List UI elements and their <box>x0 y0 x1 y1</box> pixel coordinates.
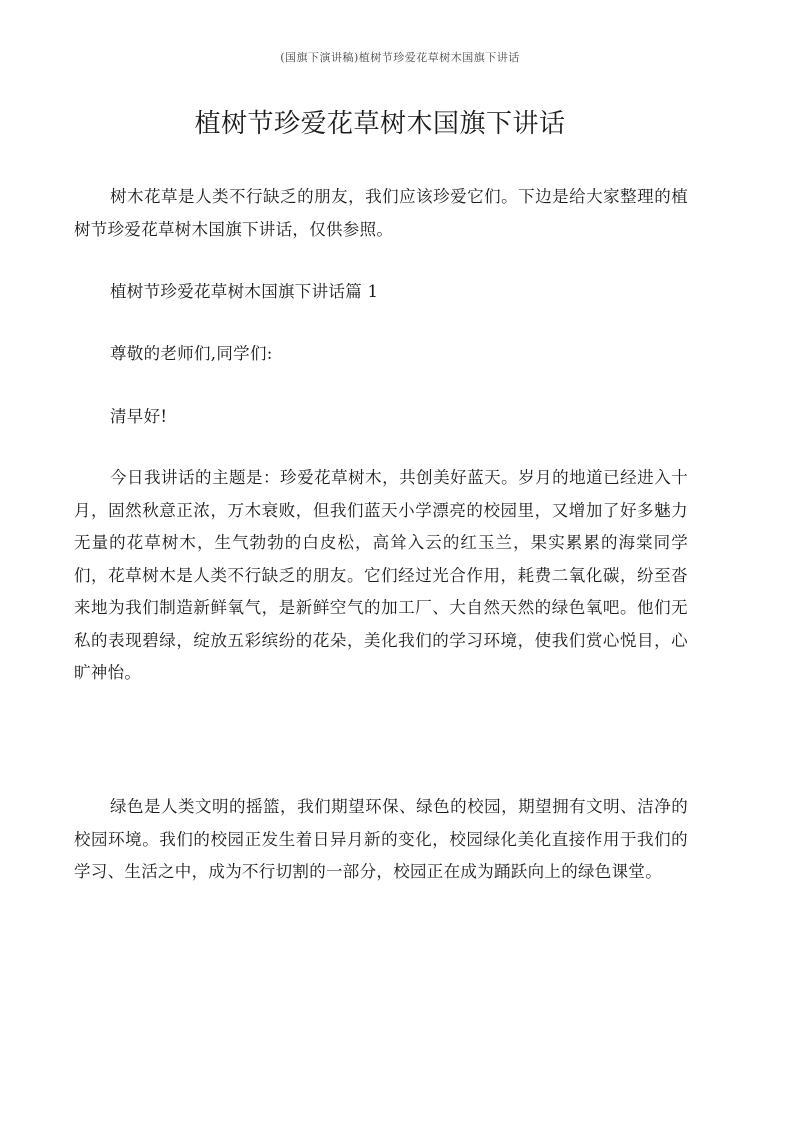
salutation-paragraph: 尊敬的老师们,同学们: <box>110 344 273 363</box>
main-paragraph: 今日我讲话的主题是：珍爱花草树木，共创美好蓝天。岁月的地道已经进入十月，固然秋意正浓，万木衰败，但我们蓝天小学漂亮的校园里，又增加了好多魅力无量的花草树木，生气勃勃的白皮松，高耸入云的红玉兰，果实累累的海棠同学们，花草树木是人类不行缺乏的朋友。它们经过光合作用，耗费二氧化碳，纷至沓来地为我们制造新鲜氧气，是新鲜空气的加工厂、大自然天然的绿色氧吧。他们无私的表现碧绿，绽放五彩缤纷的花朵，美化我们的学习环境，使我们赏心悦目，心旷神怡。 <box>74 468 688 682</box>
running-header: (国旗下演讲稿)植树节珍爱花草树木国旗下讲话 <box>280 51 520 64</box>
greeting-paragraph: 清早好! <box>110 407 168 426</box>
section-heading: 植树节珍爱花草树木国旗下讲话篇 1 <box>110 282 379 301</box>
page-title: 植树节珍爱花草树木国旗下讲话 <box>194 109 566 139</box>
intro-paragraph: 树木花草是人类不行缺乏的朋友，我们应该珍爱它们。下边是给大家整理的植树节珍爱花草树木国旗下讲话，仅供参照。 <box>74 187 688 239</box>
green-campus-paragraph: 绿色是人类文明的摇篮，我们期望环保、绿色的校园，期望拥有文明、洁净的校园环境。我们的校园正发生着日异月新的变化，校园绿化美化直接作用于我们的学习、生活之中，成为不行切割的一部分，校园正在成为踊跃向上的绿色课堂。 <box>74 797 688 881</box>
